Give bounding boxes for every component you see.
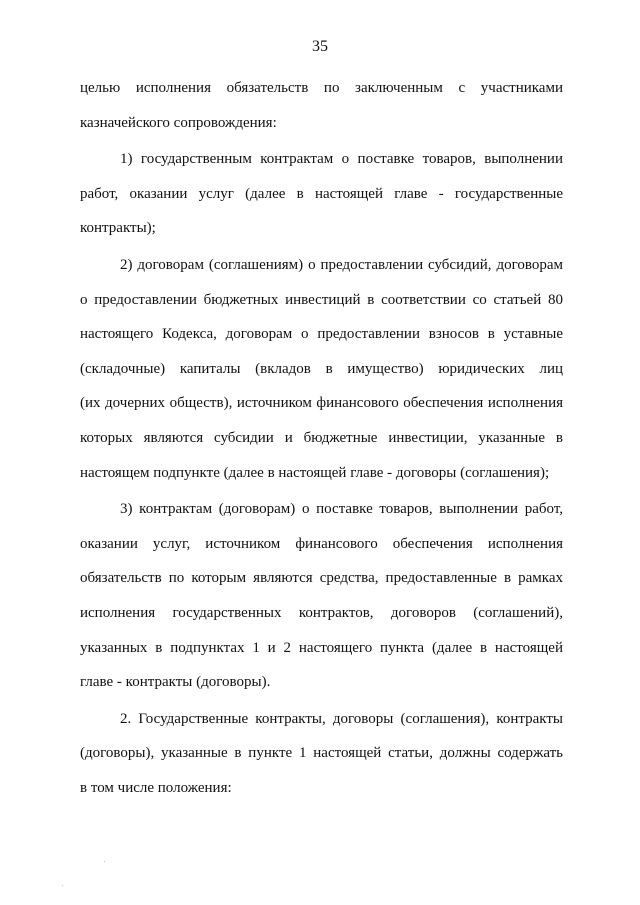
text-line: которых являются субсидии и бюджетные инвестиции, указанные в xyxy=(80,429,563,446)
page-number: 35 xyxy=(312,38,328,55)
text-line: казначейского сопровождения: xyxy=(80,114,277,131)
text-line: 2) договорам (соглашениям) о предоставлении субсидий, договорам xyxy=(120,256,563,273)
text-line: (складочные) капиталы (вкладов в имущество) юридических лиц xyxy=(80,360,563,377)
document-body xyxy=(80,71,563,805)
text-line: настоящего Кодекса, договорам о предоставлении взносов в уставные xyxy=(80,326,563,343)
text-line: 3) контрактам (договорам) о поставке товаров, выполнении работ, xyxy=(120,501,563,518)
text-line: о предоставлении бюджетных инвестиций в соответствии со статьей 80 xyxy=(80,291,563,308)
text-line: работ, оказании услуг (далее в настоящей главе - государственные xyxy=(80,185,563,202)
text-line: оказании услуг, источником финансового обеспечения исполнения xyxy=(80,535,563,552)
text-line: целью исполнения обязательств по заключенным с участниками xyxy=(80,80,563,96)
text-line: в том числе положения: xyxy=(80,779,232,796)
scan-speck xyxy=(104,861,105,862)
text-line: обязательств по которым являются средства, предоставленные в рамках xyxy=(80,570,563,587)
text-line: исполнения государственных контрактов, договоров (соглашений), xyxy=(80,604,563,621)
text-line: 1) государственным контрактам о поставке товаров, выполнении xyxy=(120,151,563,168)
text-line: главе - контракты (договоры). xyxy=(80,674,271,691)
text-line: указанных в подпунктах 1 и 2 настоящего пункта (далее в настоящей xyxy=(80,639,563,656)
text-line: (договоры), указанные в пункте 1 настоящей статьи, должны содержать xyxy=(80,745,563,762)
text-line: 2. Государственные контракты, договоры (соглашения), контракты xyxy=(120,710,563,727)
scan-speck xyxy=(62,885,63,886)
text-line: контракты); xyxy=(80,220,156,237)
text-line: (их дочерних обществ), источником финансового обеспечения исполнения xyxy=(80,395,563,412)
text-line: настоящем подпункте (далее в настоящей главе - договоры (соглашения); xyxy=(80,464,550,481)
